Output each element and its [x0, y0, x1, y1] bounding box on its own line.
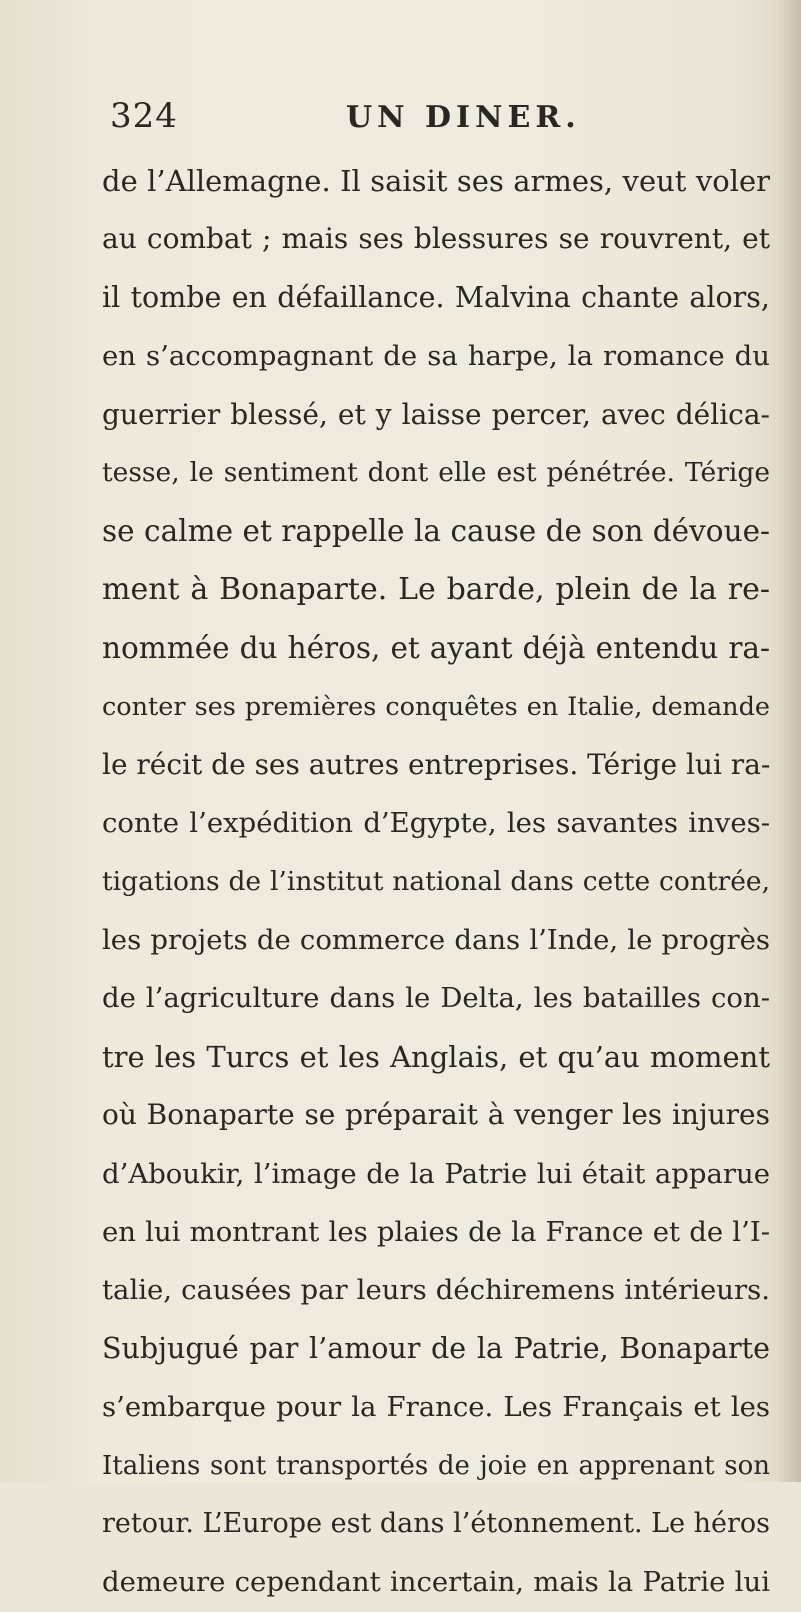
text-line: nommée du héros, et ayant déjà entendu ra- — [102, 631, 770, 666]
text-line: se calme et rappelle la cause de son dévoue- — [102, 514, 770, 549]
page-edge-shadow — [779, 0, 801, 1482]
text-line: en s’accompagnant de sa harpe, la romance du — [102, 340, 770, 373]
text-line: Subjugué par l’amour de la Patrie, Bonaparte — [102, 1331, 770, 1365]
body-text — [102, 152, 770, 1612]
text-line: tesse, le sentiment dont elle est pénétrée. Térige — [102, 456, 770, 488]
text-line: Italiens sont transportés de joie en apprenant son — [102, 1450, 770, 1481]
text-line: ment à Bonaparte. Le barde, plein de la re- — [102, 571, 770, 607]
text-line: les projets de commerce dans l’Inde, le progrès — [102, 924, 770, 957]
text-line: s’embarque pour la France. Les Français et les — [102, 1391, 770, 1424]
text-line: où Bonaparte se préparait à venger les injures — [102, 1098, 770, 1132]
text-line: de l’agriculture dans le Delta, les batailles con- — [102, 982, 770, 1015]
page-number: 324 — [110, 96, 178, 136]
text-line: au combat ; mais ses blessures se rouvrent, et — [102, 222, 770, 256]
text-line: conte l’expédition d’Egypte, les savantes inves- — [102, 807, 770, 840]
text-line: tigations de l’institut national dans cette contrée, — [102, 865, 770, 897]
text-line: le récit de ses autres entreprises. Térige lui ra- — [102, 747, 771, 781]
running-title: UN DINER. — [346, 100, 581, 135]
text-line: talie, causées par leurs déchiremens intérieurs. — [102, 1274, 770, 1307]
text-line: il tombe en défaillance. Malvina chante alors, — [102, 280, 770, 314]
text-line: tre les Turcs et les Anglais, et qu’au moment — [102, 1039, 770, 1074]
text-line: demeure cependant incertain, mais la Patrie lui — [102, 1566, 770, 1599]
text-line: conter ses premières conquêtes en Italie, demande — [102, 691, 770, 722]
text-line: d’Aboukir, l’image de la Patrie lui était apparue — [102, 1157, 770, 1190]
text-line: guerrier blessé, et y laisse percer, avec délica- — [102, 397, 770, 431]
text-line: de l’Allemagne. Il saisit ses armes, veut voler — [102, 164, 770, 198]
text-line: en lui montrant les plaies de la France et de l’I- — [102, 1216, 770, 1249]
page-header — [110, 96, 710, 140]
text-line: retour. L’Europe est dans l’étonnement. Le héros — [102, 1507, 771, 1539]
